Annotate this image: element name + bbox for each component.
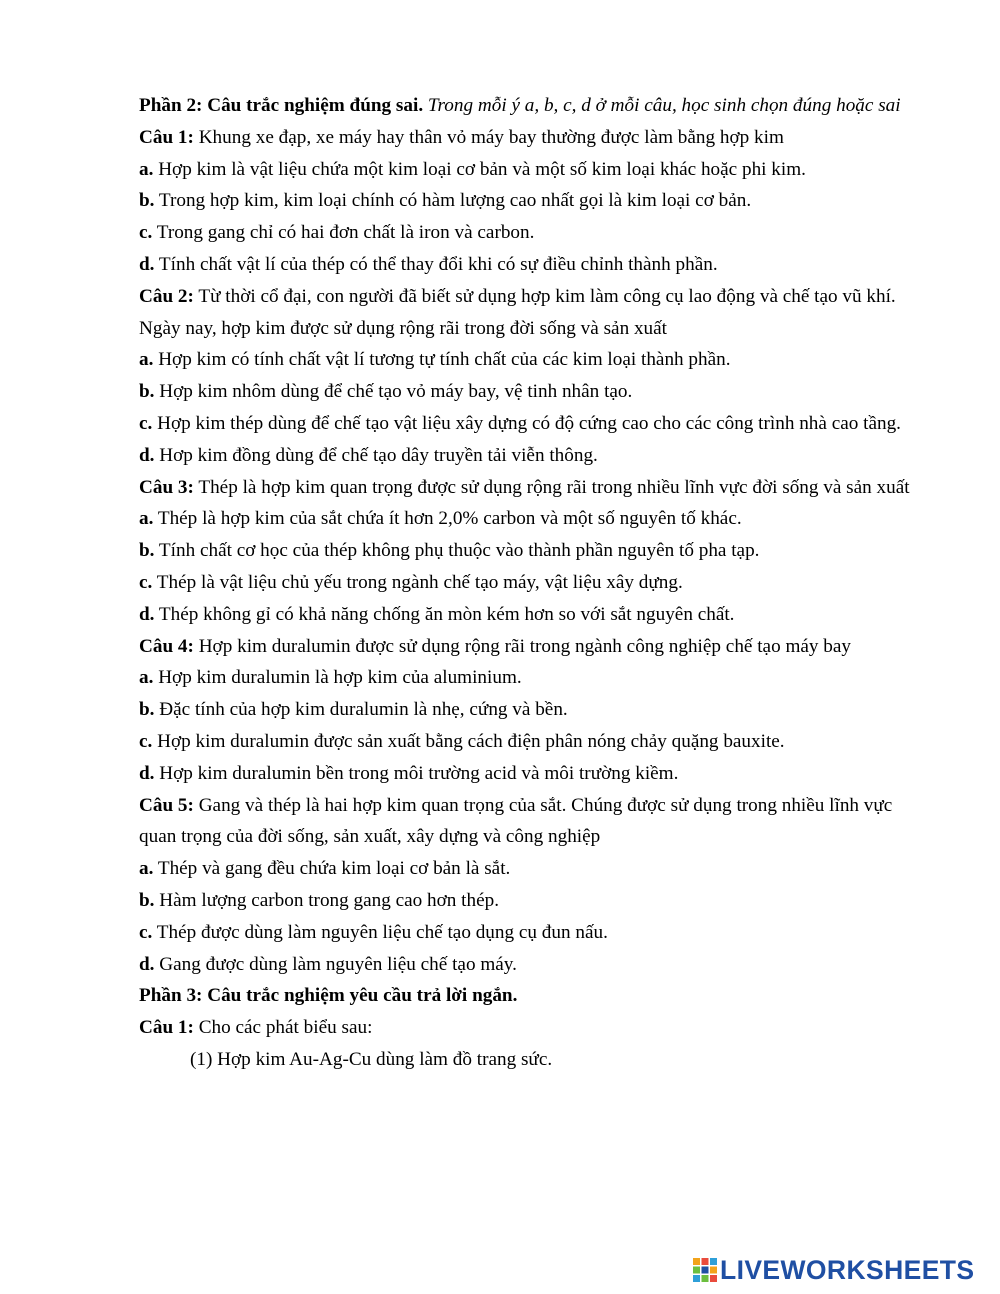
option-1d xyxy=(139,249,914,281)
question-text: Gang và thép là hai hợp kim quan trọng của sắt. Chúng được sử dụng trong nhiều lĩnh vực quan trọng của đời sống, sản xuất, xây dựng và công nghiệp xyxy=(139,794,893,848)
option-label: d. xyxy=(139,603,155,625)
option-text: Gang được dùng làm nguyên liệu chế tạo máy. xyxy=(159,953,517,975)
option-3d xyxy=(139,599,914,631)
option-2a xyxy=(139,344,914,376)
question-3 xyxy=(139,472,914,504)
option-text: Hợp kim có tính chất vật lí tương tự tính chất của các kim loại thành phần. xyxy=(158,349,731,371)
question-1 xyxy=(139,122,914,154)
question-label: Câu 1: xyxy=(139,126,194,148)
option-label: a. xyxy=(139,158,154,180)
option-text: Thép và gang đều chứa kim loại cơ bản là sắt. xyxy=(157,858,511,880)
option-label: a. xyxy=(139,667,154,689)
option-label: d. xyxy=(139,444,155,466)
option-label: a. xyxy=(139,858,154,880)
option-text: Hợp kim duralumin là hợp kim của aluminium. xyxy=(158,667,522,689)
part2-header xyxy=(139,90,914,122)
question-5 xyxy=(139,790,914,854)
option-label: b. xyxy=(139,540,155,562)
option-4c xyxy=(139,726,914,758)
liveworksheets-logo-icon xyxy=(693,1258,717,1282)
option-text: Hợp kim duralumin được sản xuất bằng cách điện phân nóng chảy quặng bauxite. xyxy=(157,730,785,752)
option-text: Tính chất vật lí của thép có thể thay đổi khi có sự điều chỉnh thành phần. xyxy=(158,253,718,275)
liveworksheets-logo-text: LIVEWORKSHEETS xyxy=(720,1254,975,1285)
option-label: a. xyxy=(139,349,154,371)
option-2d xyxy=(139,440,914,472)
question-label: Câu 2: xyxy=(139,285,194,307)
option-text: Tính chất cơ học của thép không phụ thuộc vào thành phần nguyên tố pha tạp. xyxy=(158,540,760,562)
liveworksheets-logo xyxy=(693,1254,974,1286)
option-4a xyxy=(139,662,914,694)
option-text: Hơp kim đồng dùng để chế tạo dây truyền tải viễn thông. xyxy=(159,444,598,466)
option-text: Hợp kim duralumin bền trong môi trường acid và môi trường kiềm. xyxy=(159,762,679,784)
option-label: b. xyxy=(139,889,155,911)
option-1c xyxy=(139,217,914,249)
option-3c xyxy=(139,567,914,599)
question-text: Hợp kim duralumin được sử dụng rộng rãi trong ngành công nghiệp chế tạo máy bay xyxy=(198,635,851,657)
option-label: d. xyxy=(139,762,155,784)
option-label: d. xyxy=(139,253,155,275)
option-4d xyxy=(139,758,914,790)
question-label: Câu 4: xyxy=(139,635,194,657)
question-label: Câu 3: xyxy=(139,476,194,498)
question-text: Cho các phát biểu sau: xyxy=(198,1017,373,1039)
part2-instruction: Trong mỗi ý a, b, c, d ở mỗi câu, học sinh chọn đúng hoặc sai xyxy=(427,95,901,116)
option-text: Hàm lượng carbon trong gang cao hơn thép. xyxy=(159,889,500,911)
option-text: Thép là hợp kim của sắt chứa ít hơn 2,0% carbon và một số nguyên tố khác. xyxy=(157,508,742,530)
option-2b xyxy=(139,376,914,408)
question-text: Từ thời cổ đại, con người đã biết sử dụng hợp kim làm công cụ lao động và chế tạo vũ khí. Ngày nay, hợp kim được sử dụng rộng rãi trong đời sống và sản xuất xyxy=(139,285,896,339)
option-label: b. xyxy=(139,699,155,721)
question-text: Thép là hợp kim quan trọng được sử dụng rộng rãi trong nhiều lĩnh vực đời sống và sản xuất xyxy=(198,476,910,498)
part3-statement-1: (1) Hợp kim Au-Ag-Cu dùng làm đồ trang sức. xyxy=(190,1048,553,1070)
option-text: Thép là vật liệu chủ yếu trong ngành chế tạo máy, vật liệu xây dựng. xyxy=(156,571,683,593)
worksheet-content xyxy=(139,90,914,1076)
option-label: c. xyxy=(139,412,153,434)
option-text: Hợp kim là vật liệu chứa một kim loại cơ bản và một số kim loại khác hoặc phi kim. xyxy=(158,158,806,180)
option-5c xyxy=(139,917,914,949)
question-label: Câu 5: xyxy=(139,794,194,816)
option-4b xyxy=(139,694,914,726)
option-text: Trong gang chỉ có hai đơn chất là iron và carbon. xyxy=(156,222,535,244)
option-text: Trong hợp kim, kim loại chính có hàm lượng cao nhất gọi là kim loại cơ bản. xyxy=(158,190,752,212)
part2-title: Phần 2: Câu trắc nghiệm đúng sai. xyxy=(139,95,424,116)
option-label: c. xyxy=(139,921,153,943)
option-label: a. xyxy=(139,508,154,530)
question-label: Câu 1: xyxy=(139,1017,194,1039)
option-label: d. xyxy=(139,953,155,975)
option-text: Thép không gỉ có khả năng chống ăn mòn kém hơn so với sắt nguyên chất. xyxy=(158,603,735,625)
option-3a xyxy=(139,503,914,535)
option-label: c. xyxy=(139,730,153,752)
option-label: c. xyxy=(139,222,153,244)
question-text: Khung xe đạp, xe máy hay thân vỏ máy bay thường được làm bằng hợp kim xyxy=(198,126,784,148)
option-label: c. xyxy=(139,571,153,593)
option-text: Thép được dùng làm nguyên liệu chế tạo dụng cụ đun nấu. xyxy=(156,921,608,943)
option-5b xyxy=(139,885,914,917)
option-3b xyxy=(139,535,914,567)
option-text: Hợp kim nhôm dùng để chế tạo vỏ máy bay, vệ tinh nhân tạo. xyxy=(159,381,633,403)
option-text: Đặc tính của hợp kim duralumin là nhẹ, cứng và bền. xyxy=(159,699,568,721)
option-label: b. xyxy=(139,381,155,403)
option-label: b. xyxy=(139,190,155,212)
part3-question-1 xyxy=(139,1012,914,1044)
option-2c xyxy=(139,408,914,440)
question-2 xyxy=(139,281,914,345)
option-text: Hợp kim thép dùng để chế tạo vật liệu xây dựng có độ cứng cao cho các công trình nhà cao tầng. xyxy=(157,412,901,434)
option-1b xyxy=(139,185,914,217)
option-5d xyxy=(139,949,914,981)
option-1a xyxy=(139,154,914,186)
question-4 xyxy=(139,631,914,663)
option-5a xyxy=(139,853,914,885)
part3-title: Phần 3: Câu trắc nghiệm yêu cầu trả lời ngắn. xyxy=(139,985,518,1007)
